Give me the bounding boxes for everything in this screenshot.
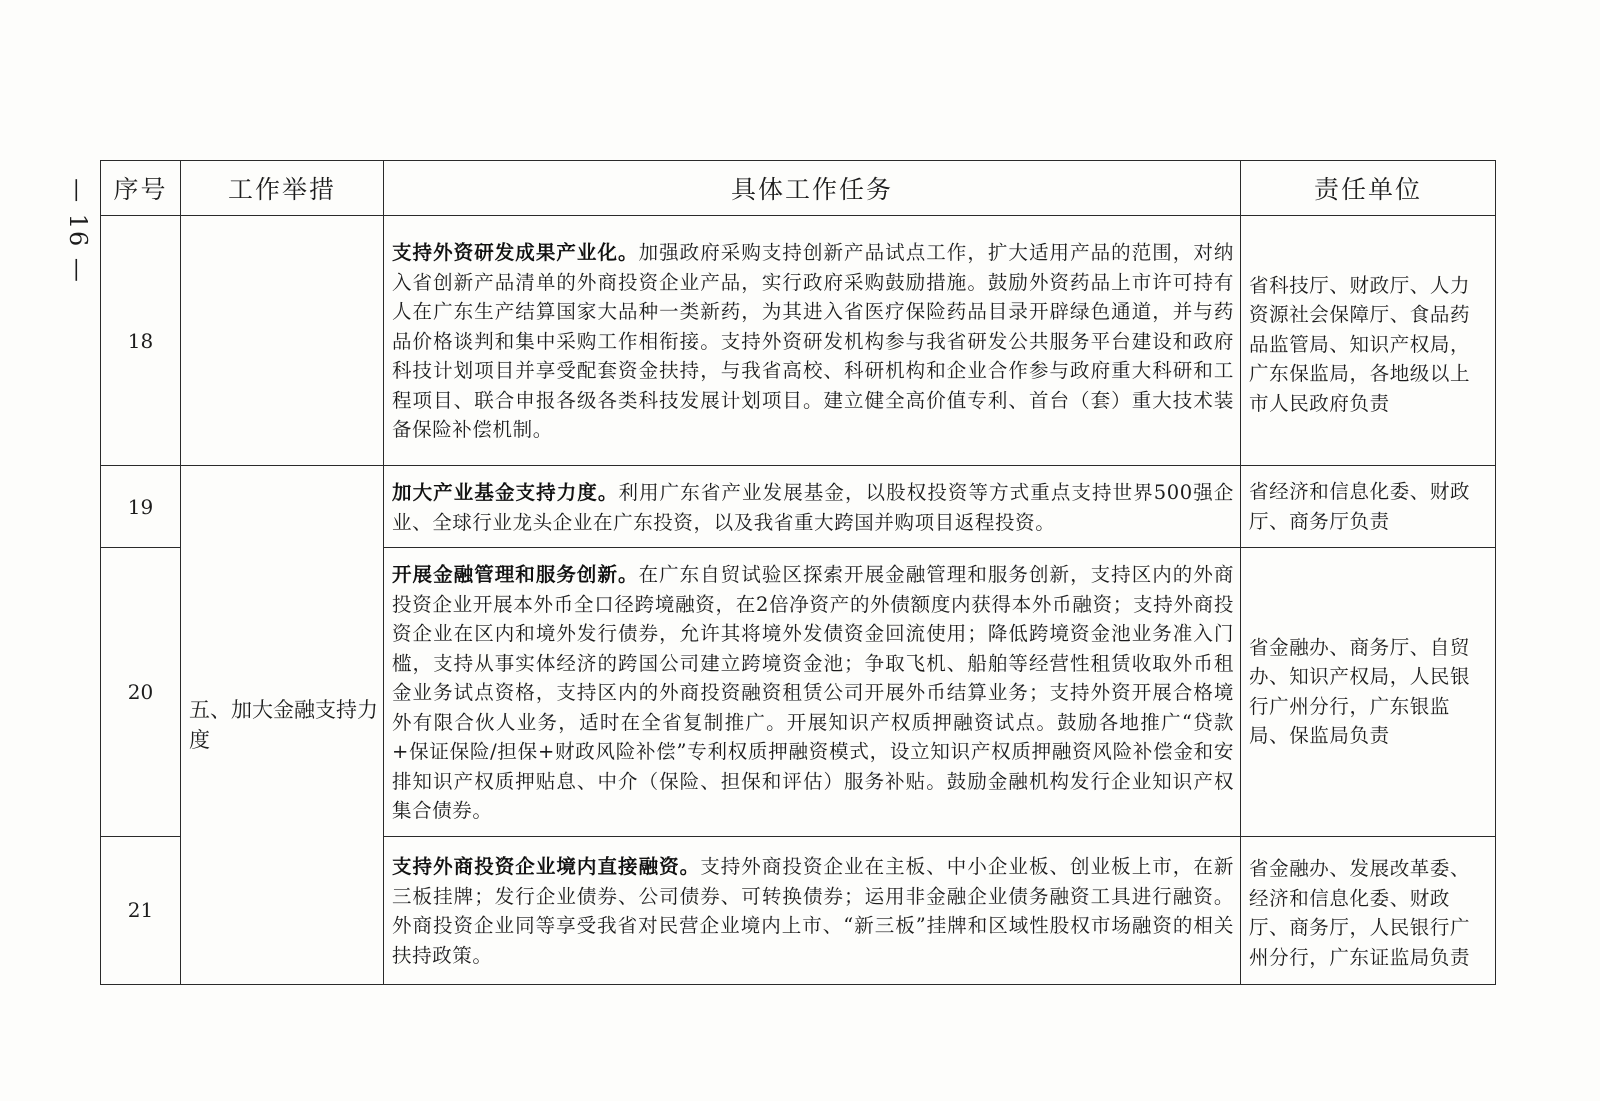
header-measure: 工作举措 <box>181 161 384 216</box>
row-seq: 19 <box>101 466 181 548</box>
task-lead: 支持外资研发成果产业化。 <box>392 241 639 265</box>
page-number <box>58 176 98 286</box>
header-task: 具体工作任务 <box>384 161 1241 216</box>
row-unit: 省金融办、商务厅、自贸办、知识产权局，人民银行广州分行，广东银监局、保监局负责 <box>1241 548 1496 837</box>
row-unit: 省经济和信息化委、财政厅、商务厅负责 <box>1241 466 1496 548</box>
header-unit: 责任单位 <box>1241 161 1496 216</box>
task-body: 利用广东省产业发展基金，以股权投资等方式重点支持世界500强企业、全球行业龙头企业在广东投资，以及我省重大跨国并购项目返程投资。 <box>392 481 1234 534</box>
page-number-text: — 16 — <box>64 178 93 284</box>
task-lead: 支持外商投资企业境内直接融资。 <box>392 855 701 878</box>
row-task <box>384 466 1241 548</box>
row-unit: 省科技厅、财政厅、人力资源社会保障厅、食品药品监管局、知识产权局，广东保监局，各地级以上市人民政府负责 <box>1241 216 1496 466</box>
table-row <box>101 466 1496 548</box>
row-unit: 省金融办、发展改革委、经济和信息化委、财政厅、商务厅，人民银行广州分行，广东证监局负责 <box>1241 836 1496 984</box>
table-header-row <box>101 161 1496 216</box>
row-task <box>384 836 1241 984</box>
row-seq: 18 <box>101 216 181 466</box>
row-seq: 20 <box>101 548 181 837</box>
row-measure-group: 五、加大金融支持力度 <box>181 466 384 985</box>
task-lead: 开展金融管理和服务创新。 <box>392 563 639 586</box>
row-task <box>384 216 1241 466</box>
task-body: 在广东自贸试验区探索开展金融管理和服务创新，支持区内的外商投资企业开展本外币全口径跨境融资，在2倍净资产的外债额度内获得本外币融资；支持外商投资企业在区内和境外发行债券，允许其将境外发债资金回流使用；降低跨境资金池业务准入门槛，支持从事实体经济的跨国公司建立跨境资金池；争取飞机、船舶等经营性租赁收取外币租金业务试点资格，支持区内的外商投资融资租赁公司开展外币结算业务；支持外资开展合格境外有限合伙人业务，适时在全省复制推广。开展知识产权质押融资试点。鼓励各地推广“贷款+保证保险/担保+财政风险补偿”专利权质押融资模式，设立知识产权质押融资风险补偿金和安排知识产权质押贴息、中介（保险、担保和评估）服务补贴。鼓励金融机构发行企业知识产权集合债券。 <box>392 563 1235 822</box>
header-seq: 序号 <box>101 161 181 216</box>
row-seq: 21 <box>101 836 181 984</box>
task-lead: 加大产业基金支持力度。 <box>392 481 619 504</box>
row-measure-empty <box>181 216 384 466</box>
task-body: 支持外商投资企业在主板、中小企业板、创业板上市，在新三板挂牌；发行企业债券、公司债券、可转换债券；运用非金融企业债务融资工具进行融资。外商投资企业同等享受我省对民营企业境内上市、“新三板”挂牌和区域性股权市场融资的相关扶持政策。 <box>392 855 1234 967</box>
policy-table <box>100 160 1496 985</box>
row-task <box>384 548 1241 837</box>
table-row <box>101 216 1496 466</box>
task-body: 加强政府采购支持创新产品试点工作，扩大适用产品的范围，对纳入省创新产品清单的外商投资企业产品，实行政府采购鼓励措施。鼓励外资药品上市许可持有人在广东生产结算国家大品种一类新药，为其进入省医疗保险药品目录开辟绿色通道，并与药品价格谈判和集中采购工作相衔接。支持外资研发机构参与我省研发公共服务平台建设和政府科技计划项目并享受配套资金扶持，与我省高校、科研机构和企业合作参与政府重大科研和工程项目、联合申报各级各类科技发展计划项目。建立健全高价值专利、首台（套）重大技术装备保险补偿机制。 <box>392 241 1235 442</box>
